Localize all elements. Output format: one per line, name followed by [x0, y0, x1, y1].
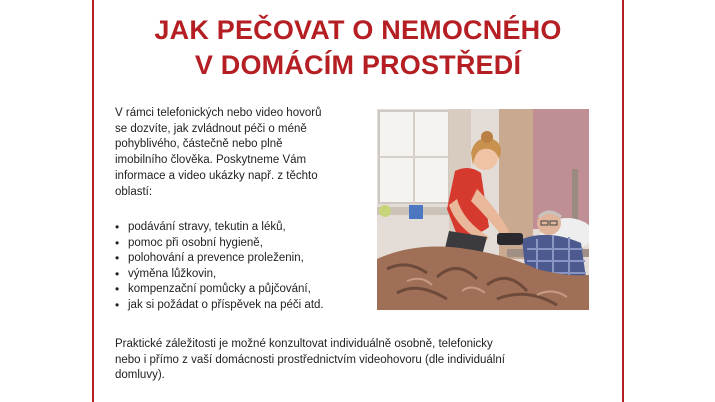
- list-item: • jak si požádat o příspěvek na péči atd.: [115, 298, 385, 314]
- intro-line: imobilního člověka. Poskytneme Vám: [115, 154, 307, 167]
- list-item: • kompenzační pomůcky a půjčování,: [115, 282, 385, 298]
- flyer-page: [92, 0, 624, 402]
- intro-line: pohyblivého, částečně nebo plně: [115, 138, 283, 151]
- care-topics-list: [115, 220, 385, 314]
- outro-line: nebo i přímo z vaší domácnosti prostřednictvím videohovoru (dle individuální: [115, 353, 505, 366]
- list-item: • pomoc při osobní hygieně,: [115, 236, 385, 252]
- outro-paragraph: [115, 337, 589, 384]
- list-item: • podávání stravy, tekutin a léků,: [115, 220, 385, 236]
- caregiver-photo: [377, 109, 589, 310]
- title-line-1: JAK PEČOVAT O NEMOCNÉHO: [154, 15, 562, 45]
- list-item: • polohování a prevence proleženin,: [115, 251, 385, 267]
- page-title: [94, 13, 622, 83]
- intro-line: oblastí:: [115, 185, 153, 198]
- intro-line: se dozvíte, jak zvládnout péči o méně: [115, 122, 307, 135]
- list-item: • výměna lůžkovin,: [115, 267, 385, 283]
- intro-line: informace a video ukázky např. z těchto: [115, 169, 318, 182]
- intro-line: V rámci telefonických nebo video hovorů: [115, 107, 322, 119]
- title-line-2: V DOMÁCÍM PROSTŘEDÍ: [194, 50, 522, 80]
- outro-line: domluvy).: [115, 369, 165, 382]
- outro-line: Praktické záležitosti je možné konzultovat individuálně osobně, telefonicky: [115, 338, 493, 350]
- intro-paragraph: [115, 106, 370, 200]
